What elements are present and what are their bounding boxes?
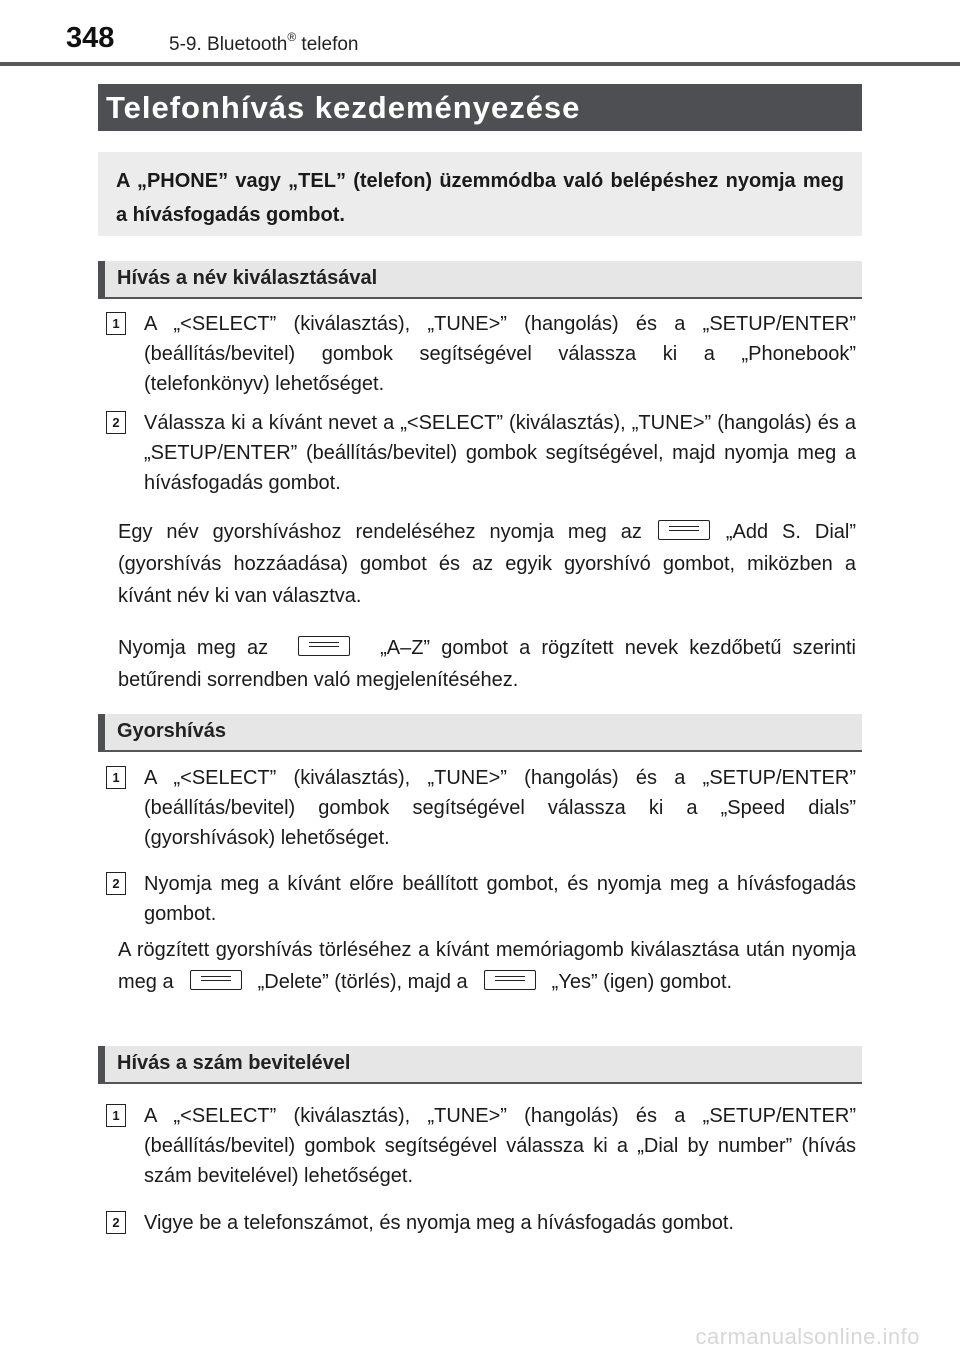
step-text: A „<SELECT” (kiválasztás), „TUNE>” (hangolás) és a „SETUP/ENTER” (beállítás/bevitel) gombok segítségével válassza ki a „Phonebook” (telefonkönyv) lehetőséget. [144,313,856,395]
step-text: Vigye be a telefonszámot, és nyomja meg a hívásfogadás gombot. [144,1212,734,1234]
step-number: 2 [106,411,126,434]
section-breadcrumb [169,30,358,56]
step-text: Nyomja meg a kívánt előre beállított gombot, és nyomja meg a hívásfogadás gombot. [144,873,856,925]
step-item [106,869,856,929]
step-number: 1 [106,312,126,335]
step-text: Válassza ki a kívánt nevet a „<SELECT” (kiválasztás), „TUNE>” (hangolás) és a „SETUP/ENTER” (beállítás/bevitel) gombok segítségével, majd nyomja meg a hívásfogadás gombot. [144,412,856,494]
note-text: A rögzített gyorshívás törléséhez a kívánt memóriagomb kiválasztása után nyomja meg a [118,939,856,993]
intro-box: A „PHONE” vagy „TEL” (telefon) üzemmódba való belépéshez nyomja meg a hívásfogadás gombot. [98,152,862,236]
note-delete-speed-dial [118,934,856,998]
page-title: Telefonhívás kezdeményezése [98,84,862,131]
note-text: „Add S. Dial” (gyorshívás hozzáadása) gombot és az egyik gyorshívó gombot, miközben a kívánt név ki van választva. [118,521,857,607]
soft-key-icon [298,636,350,656]
section-suffix: telefon [296,34,359,55]
heading-speed-dial: Gyorshívás [98,714,862,752]
watermark: carmanualsonline.info [695,1324,920,1349]
step-number: 2 [106,872,126,895]
step-number: 1 [106,766,126,789]
step-text: A „<SELECT” (kiválasztás), „TUNE>” (hangolás) és a „SETUP/ENTER” (beállítás/bevitel) gombok segítségével válassza ki a „Dial by number” (hívás szám bevitelével) lehetőséget. [144,1105,856,1187]
header-rule [0,62,960,66]
step-item [106,1101,856,1191]
section-prefix: 5-9. Bluetooth [169,34,288,55]
heading-dial-by-number: Hívás a szám bevitelével [98,1046,862,1084]
soft-key-icon [190,970,242,990]
note-text: Nyomja meg az [118,637,269,659]
step-number: 1 [106,1104,126,1127]
page-number: 348 [66,22,115,54]
step-item [106,309,856,399]
step-item [106,1208,856,1238]
step-item [106,408,856,498]
soft-key-icon [658,520,710,540]
step-item [106,763,856,853]
note-text: „Yes” (igen) gombot. [551,971,733,993]
note-text: „A–Z” gombot a rögzített nevek kezdőbetű szerinti betűrendi sorrendben való megjelenítéséhez. [118,637,856,691]
note-text: „Delete” (törlés), majd a [257,971,468,993]
note-add-speed-dial [118,516,856,612]
step-number: 2 [106,1211,126,1234]
note-a-z [118,632,856,696]
soft-key-icon [484,970,536,990]
note-text: Egy név gyorshíváshoz rendeléséhez nyomja meg az [118,521,642,543]
step-text: A „<SELECT” (kiválasztás), „TUNE>” (hangolás) és a „SETUP/ENTER” (beállítás/bevitel) gombok segítségével válassza ki a „Speed dials” (gyorshívások) lehetőséget. [144,767,856,849]
heading-call-by-name: Hívás a név kiválasztásával [98,261,862,299]
registered-mark: ® [287,30,297,44]
